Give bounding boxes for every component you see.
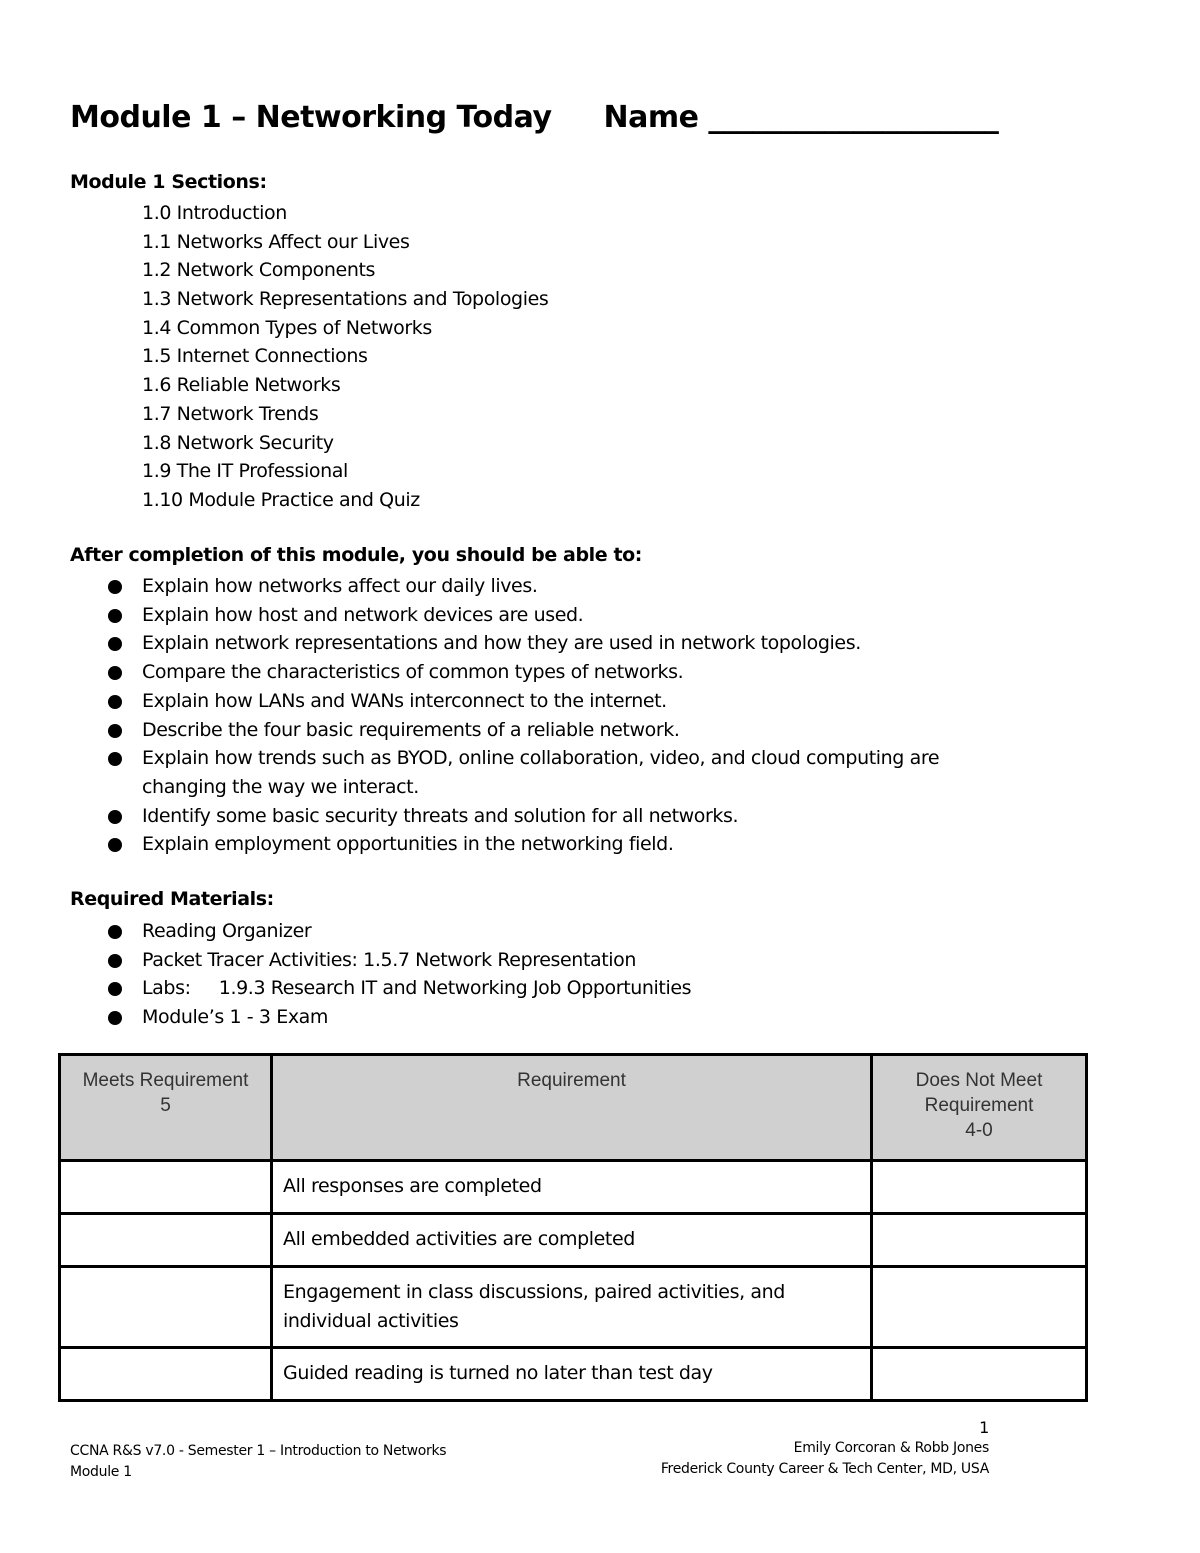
meets-requirement-header	[60, 1055, 272, 1161]
section-item: 1.10 Module Practice and Quiz	[142, 488, 420, 511]
does-not-meet-cell[interactable]	[872, 1214, 1087, 1267]
bullet-icon	[108, 982, 122, 996]
objective-text: Identify some basic security threats and solution for all networks.	[142, 804, 739, 827]
footer-authors: Emily Corcoran & Robb Jones	[793, 1440, 989, 1456]
material-item	[105, 974, 982, 1003]
section-item: 1.2 Network Components	[142, 259, 376, 282]
bullet-icon	[108, 810, 122, 824]
requirement-header	[272, 1055, 872, 1161]
bullet-icon	[108, 752, 122, 766]
objective-text: Explain network representations and how they are used in network topologies.	[142, 632, 861, 655]
does-not-meet-cell[interactable]	[872, 1161, 1087, 1214]
objective-text: Explain how trends such as BYOD, online collaboration, video, and cloud computing are changing the way we interact.	[142, 747, 940, 798]
table-row	[60, 1348, 1087, 1401]
name-field-label: Name ____________________	[603, 100, 999, 135]
objective-item	[105, 572, 982, 601]
objectives-heading: After completion of this module, you should be able to:	[70, 544, 643, 566]
objective-text: Compare the characteristics of common types of networks.	[142, 661, 684, 684]
section-item: 1.7 Network Trends	[142, 402, 319, 425]
objective-item	[105, 716, 982, 745]
bullet-icon	[108, 609, 122, 623]
section-item: 1.5 Internet Connections	[142, 345, 368, 368]
page-title-row	[70, 100, 998, 135]
material-item	[105, 917, 982, 946]
table-row	[60, 1214, 1087, 1267]
material-text: Packet Tracer Activities: 1.5.7 Network Representation	[142, 948, 637, 971]
meets-cell[interactable]	[60, 1161, 272, 1214]
bullet-icon	[108, 580, 122, 594]
bullet-icon	[108, 1011, 122, 1025]
objective-text: Explain how LANs and WANs interconnect to the internet.	[142, 689, 667, 712]
material-text: Reading Organizer	[142, 920, 312, 942]
rubric-header-row	[60, 1055, 1087, 1161]
section-item: 1.3 Network Representations and Topologies	[142, 288, 549, 311]
footer-left	[70, 1441, 446, 1483]
materials-heading: Required Materials:	[70, 888, 274, 910]
header-text: Requirement	[517, 1070, 626, 1091]
meets-cell[interactable]	[60, 1348, 272, 1401]
objective-item	[105, 687, 982, 716]
objective-item	[105, 830, 982, 859]
section-item: 1.0 Introduction	[142, 202, 287, 224]
section-item: 1.1 Networks Affect our Lives	[142, 230, 410, 253]
does-not-meet-cell[interactable]	[872, 1348, 1087, 1401]
requirement-cell: All embedded activities are completed	[272, 1214, 872, 1267]
header-text: 4-0	[965, 1120, 993, 1141]
does-not-meet-cell[interactable]	[872, 1267, 1087, 1348]
bullet-icon	[108, 666, 122, 680]
page-number: 1	[979, 1418, 989, 1437]
meets-cell[interactable]	[60, 1214, 272, 1267]
objective-item	[105, 802, 982, 831]
objective-item	[105, 744, 982, 801]
section-item: 1.8 Network Security	[142, 431, 334, 454]
header-text: Meets Requirement	[82, 1070, 249, 1091]
sections-heading: Module 1 Sections:	[70, 171, 267, 193]
table-row	[60, 1161, 1087, 1214]
section-item: 1.4 Common Types of Networks	[142, 316, 432, 339]
requirement-cell: Engagement in class discussions, paired activities, and individual activities	[272, 1267, 872, 1348]
objective-text: Describe the four basic requirements of a reliable network.	[142, 718, 680, 741]
table-row	[60, 1267, 1087, 1348]
page-title: Module 1 – Networking Today	[70, 100, 552, 135]
materials-list	[105, 917, 982, 1032]
objective-item	[105, 601, 982, 630]
bullet-icon	[108, 838, 122, 852]
bullet-icon	[108, 695, 122, 709]
bullet-icon	[108, 954, 122, 968]
meets-cell[interactable]	[60, 1267, 272, 1348]
section-item: 1.9 The IT Professional	[142, 460, 348, 483]
objective-item	[105, 658, 982, 687]
section-item: 1.6 Reliable Networks	[142, 374, 341, 397]
material-text: Module’s 1 - 3 Exam	[142, 1006, 329, 1029]
footer-school: Frederick County Career & Tech Center, MD, USA	[660, 1461, 989, 1477]
rubric-table	[58, 1053, 1088, 1402]
objective-text: Explain how networks affect our daily lives.	[142, 575, 538, 597]
footer-module: Module 1	[70, 1464, 132, 1480]
bullet-icon	[108, 637, 122, 651]
bullet-icon	[108, 724, 122, 738]
footer-right	[661, 1417, 989, 1480]
material-text: Labs: 1.9.3 Research IT and Networking Job Opportunities	[142, 977, 692, 1000]
does-not-meet-header	[872, 1055, 1087, 1161]
bullet-icon	[108, 925, 122, 939]
objectives-list	[105, 572, 982, 859]
objective-text: Explain how host and network devices are used.	[142, 603, 584, 626]
requirement-cell: Guided reading is turned no later than test day	[272, 1348, 872, 1401]
requirement-cell: All responses are completed	[272, 1161, 872, 1214]
objective-text: Explain employment opportunities in the networking field.	[142, 833, 674, 856]
material-item	[105, 1003, 982, 1032]
material-item	[105, 946, 982, 975]
footer-course: CCNA R&S v7.0 - Semester 1 – Introduction to Networks	[70, 1443, 447, 1459]
header-text: Requirement	[924, 1095, 1034, 1116]
header-text: 5	[160, 1095, 171, 1116]
sections-list	[142, 199, 548, 515]
header-text: Does Not Meet	[915, 1070, 1043, 1091]
objective-item	[105, 629, 982, 658]
